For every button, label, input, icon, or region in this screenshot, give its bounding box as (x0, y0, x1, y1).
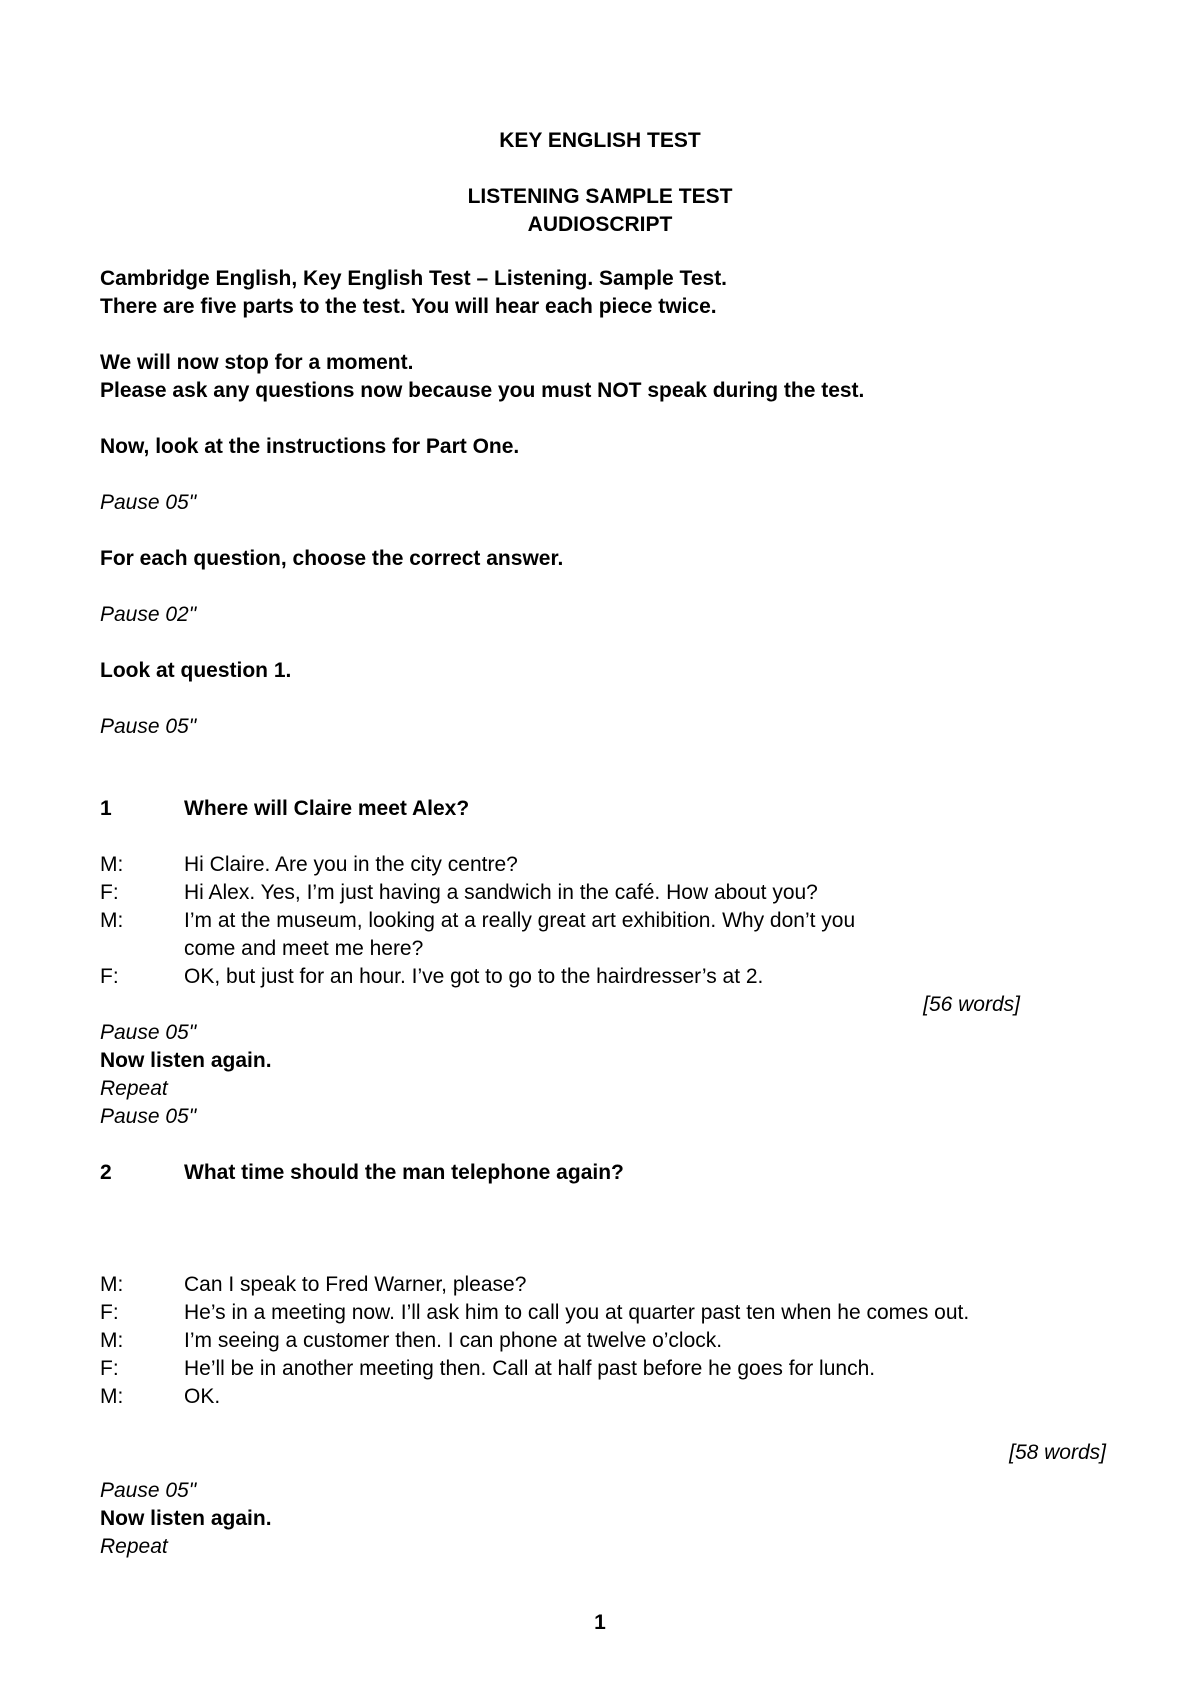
dialogue-line: Hi Alex. Yes, I’m just having a sandwich in the café. How about you? (184, 881, 818, 904)
dialogue-speaker: F: (100, 965, 119, 988)
dialogue-speaker: F: (100, 1301, 119, 1324)
dialogue-line: He’s in a meeting now. I’ll ask him to call you at quarter past ten when he comes out. (184, 1301, 970, 1324)
dialogue-line: come and meet me here? (184, 937, 424, 960)
dialogue-line: He’ll be in another meeting then. Call at half past before he goes for lunch. (184, 1357, 876, 1380)
listen-again-line: Now listen again. (100, 1049, 272, 1072)
intro-line: We will now stop for a moment. (100, 351, 414, 374)
pause-note: Pause 05" (100, 1105, 197, 1128)
pause-note: Pause 05" (100, 1479, 197, 1502)
question-text: Where will Claire meet Alex? (184, 797, 470, 820)
pause-note: Pause 05" (100, 1021, 197, 1044)
dialogue-speaker: F: (100, 881, 119, 904)
word-count: [58 words] (1009, 1441, 1106, 1464)
pause-note: Pause 02" (100, 603, 197, 626)
repeat-note: Repeat (100, 1535, 168, 1558)
word-count: [56 words] (923, 993, 1020, 1016)
dialogue-line: Hi Claire. Are you in the city centre? (184, 853, 518, 876)
pause-note: Pause 05" (100, 491, 197, 514)
document-title: KEY ENGLISH TEST (499, 129, 701, 152)
instruction-line: For each question, choose the correct answer. (100, 547, 564, 570)
listen-again-line: Now listen again. (100, 1507, 272, 1530)
dialogue-line: OK. (184, 1385, 221, 1408)
question-number: 2 (100, 1161, 112, 1184)
document-subtitle-audioscript: AUDIOSCRIPT (527, 213, 673, 236)
dialogue-speaker: M: (100, 1273, 124, 1296)
dialogue-speaker: M: (100, 1385, 124, 1408)
dialogue-speaker: M: (100, 909, 124, 932)
dialogue-line: I’m at the museum, looking at a really great art exhibition. Why don’t you (184, 909, 856, 932)
document-subtitle: LISTENING SAMPLE TEST (467, 185, 733, 208)
intro-line: There are five parts to the test. You will hear each piece twice. (100, 295, 717, 318)
question-text: What time should the man telephone again? (184, 1161, 624, 1184)
intro-line: Cambridge English, Key English Test – Listening. Sample Test. (100, 267, 728, 290)
dialogue-line: OK, but just for an hour. I’ve got to go to the hairdresser’s at 2. (184, 965, 764, 988)
dialogue-speaker: M: (100, 853, 124, 876)
page-number: 1 (594, 1611, 606, 1634)
dialogue-line: I’m seeing a customer then. I can phone at twelve o’clock. (184, 1329, 723, 1352)
dialogue-speaker: M: (100, 1329, 124, 1352)
intro-line: Please ask any questions now because you must NOT speak during the test. (100, 379, 865, 402)
question-number: 1 (100, 797, 112, 820)
instruction-line: Look at question 1. (100, 659, 292, 682)
dialogue-speaker: F: (100, 1357, 119, 1380)
pause-note: Pause 05" (100, 715, 197, 738)
repeat-note: Repeat (100, 1077, 168, 1100)
intro-line: Now, look at the instructions for Part One. (100, 435, 520, 458)
dialogue-line: Can I speak to Fred Warner, please? (184, 1273, 527, 1296)
